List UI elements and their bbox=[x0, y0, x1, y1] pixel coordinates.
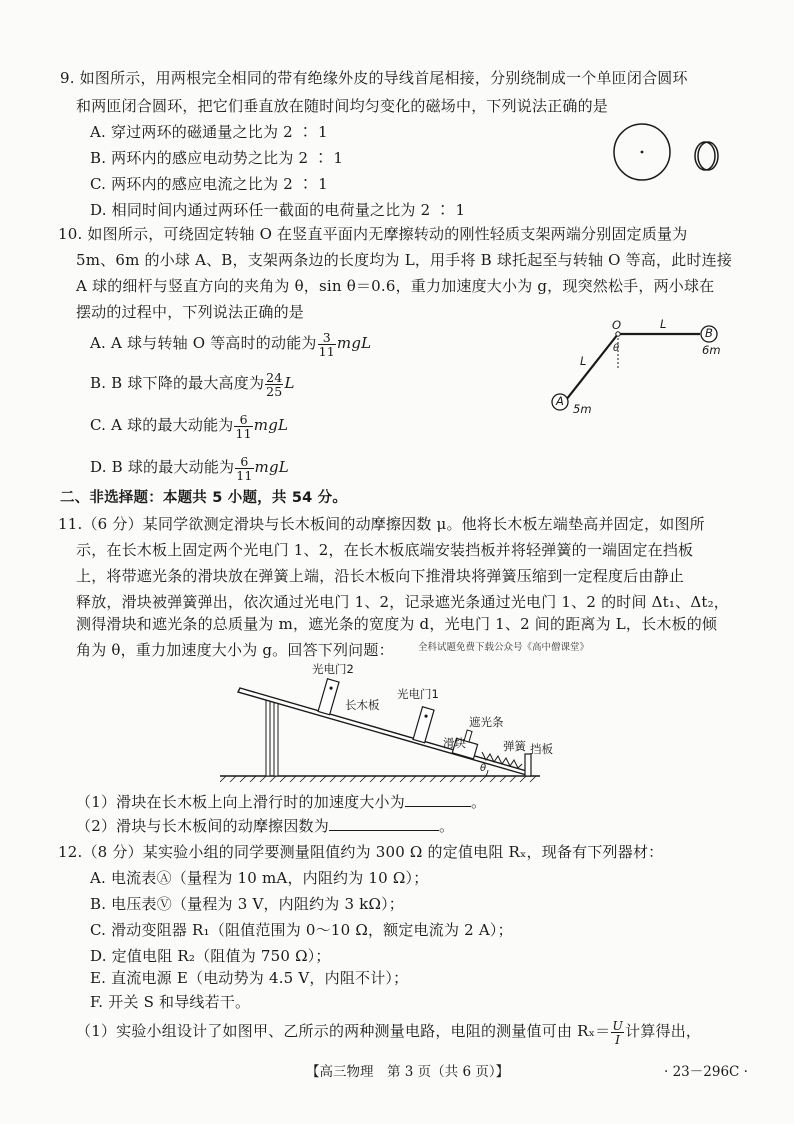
q12-item-f: F. 开关 S 和导线若干。 bbox=[90, 993, 251, 1011]
fraction: $\frac{3}{11}$ bbox=[318, 329, 335, 359]
q9-option-b: B. 两环内的感应电动势之比为 2 ∶ 1 bbox=[90, 149, 344, 167]
angle-arc bbox=[486, 770, 488, 776]
q12-item-b: B. 电压表Ⓥ（量程为 3 V，内阻约为 3 kΩ）； bbox=[90, 895, 404, 913]
fraction-u-over-i: $\frac{U}{I}$ bbox=[612, 1017, 624, 1047]
q12-item-c: C. 滑动变阻器 R₁（阻值范围为 0～10 Ω，额定电流为 2 A）； bbox=[90, 921, 513, 939]
long-board bbox=[238, 688, 530, 776]
q11-line6: 角为 θ，重力加速度大小为 g。回答下列问题： bbox=[76, 641, 394, 659]
q10-option-d: D. B 球的最大动能为 $\frac{6}{11}$ mgL bbox=[90, 453, 289, 483]
watermark-note: 全科试题免费下载公众号《高中僧课堂》 bbox=[418, 642, 590, 653]
q12-item-d: D. 定值电阻 R₂（阻值为 750 Ω）； bbox=[90, 947, 331, 965]
fraction: $\frac{6}{11}$ bbox=[235, 411, 252, 441]
label-stop: 挡板 bbox=[530, 742, 553, 756]
fraction: $\frac{6}{11}$ bbox=[236, 453, 253, 483]
label-theta: θ bbox=[613, 343, 620, 354]
q11-incline-figure bbox=[220, 660, 560, 786]
q11-part1: （1）滑块在长木板上向上滑行时的加速度大小为 。 bbox=[76, 793, 487, 811]
q11-line1: 11.（6 分）某同学欲测定滑块与长木板间的动摩擦因数 μ。他将长木板左端垫高并固定，如图所 bbox=[58, 515, 705, 533]
label-photogate-1: 光电门1 bbox=[397, 687, 439, 701]
pivot-o bbox=[616, 332, 620, 336]
section-heading: 二、非选择题：本题共 5 小题，共 54 分。 bbox=[60, 490, 348, 506]
q11-line4: 释放，滑块被弹簧弹出，依次通过光电门 1、2，记录遮光条通过光电门 1、2 的时间 Δt₁、Δt₂， bbox=[76, 593, 729, 611]
label-spring: 弹簧 bbox=[503, 739, 526, 753]
footer-page-info: 【高三物理 第 3 页（共 6 页）】 bbox=[306, 1064, 510, 1080]
fraction: $\frac{24}{25}$ bbox=[266, 369, 283, 399]
q11-part2: （2）滑块与长木板间的动摩擦因数为 。 bbox=[76, 817, 455, 835]
q9-rings-figure bbox=[600, 118, 740, 198]
label-strip: 遮光条 bbox=[469, 715, 504, 729]
q10-option-a: A. A 球与转轴 O 等高时的动能为 $\frac{3}{11}$ mgL bbox=[90, 329, 372, 359]
footer-code: · 23－296C · bbox=[664, 1064, 748, 1080]
q12-line1: 12.（8 分）某实验小组的同学要测量阻值约为 300 Ω 的定值电阻 Rₓ，现备有下列器材： bbox=[58, 843, 664, 861]
q10-stem-line2: 5m、6m 的小球 A、B，支架两条边的长度均为 L，用手将 B 球托起至与转轴 O 等高，此时连接 bbox=[76, 251, 733, 269]
label-photogate-2: 光电门2 bbox=[312, 662, 354, 676]
q9-option-d: D. 相同时间内通过两环任一截面的电荷量之比为 2 ∶ 1 bbox=[90, 201, 466, 219]
support-post-left bbox=[266, 700, 270, 776]
answer-blank-2[interactable] bbox=[329, 816, 439, 831]
rod-oa bbox=[566, 334, 618, 400]
label-mass-a: 5m bbox=[573, 402, 592, 416]
q10-option-c: C. A 球的最大动能为 $\frac{6}{11}$ mgL bbox=[90, 411, 289, 441]
q11-line3: 上，将带遮光条的滑块放在弹簧上端，沿长木板向下推滑块将弹簧压缩到一定程度后由静止 bbox=[76, 567, 685, 585]
q9-stem-line2: 和两匝闭合圆环，把它们垂直放在随时间均匀变化的磁场中，下列说法正确的是 bbox=[76, 97, 609, 115]
label-slider: 滑块 bbox=[443, 736, 466, 750]
support-post-right bbox=[274, 702, 278, 776]
label-o: O bbox=[612, 318, 622, 332]
q10-stem-line3: A 球的细杆与竖直方向的夹角为 θ，sin θ＝0.6，重力加速度大小为 g，现突然松手，两小球在 bbox=[76, 277, 715, 295]
label-ball-a: A bbox=[556, 394, 564, 408]
stop-plate bbox=[525, 754, 531, 776]
q9-stem-line1: 9. 如图所示，用两根完全相同的带有绝缘外皮的导线首尾相接，分别绕制成一个单匝闭合圆环 bbox=[60, 69, 688, 87]
label-incline-theta: θ bbox=[480, 763, 487, 774]
label-l-top: L bbox=[660, 317, 667, 331]
q9-option-c: C. 两环内的感应电流之比为 2 ∶ 1 bbox=[90, 175, 328, 193]
label-mass-b: 6m bbox=[702, 343, 721, 357]
photogate-2 bbox=[318, 679, 339, 715]
photogate-1 bbox=[413, 707, 434, 743]
q10-option-b: B. B 球下降的最大高度为 $\frac{24}{25}$ L bbox=[90, 369, 295, 399]
label-ball-b: B bbox=[705, 326, 713, 340]
q11-line2: 示，在长木板上固定两个光电门 1、2，在长木板底端安装挡板并将轻弹簧的一端固定在挡板 bbox=[76, 541, 694, 559]
q9-option-a: A. 穿过两环的磁通量之比为 2 ∶ 1 bbox=[90, 123, 328, 141]
q10-stem-line4: 摆动的过程中，下列说法正确的是 bbox=[76, 303, 305, 321]
answer-blank-1[interactable] bbox=[405, 792, 471, 807]
q11-line5: 测得滑块和遮光条的总质量为 m，遮光条的宽度为 d，光电门 1、2 间的距离为 L，长木板的倾 bbox=[76, 615, 718, 633]
label-long-board: 长木板 bbox=[345, 698, 380, 712]
q10-stem-line1: 10. 如图所示，可绕固定转轴 O 在竖直平面内无摩擦转动的刚性轻质支架两端分别固定质量为 bbox=[58, 225, 688, 243]
q12-item-a: A. 电流表Ⓐ（量程为 10 mA，内阻约为 10 Ω）； bbox=[90, 869, 429, 887]
q12-item-e: E. 直流电源 E（电动势为 4.5 V，内阻不计）； bbox=[90, 969, 409, 987]
label-l-side: L bbox=[580, 354, 587, 368]
q12-part1: （1）实验小组设计了如图甲、乙所示的两种测量电路，电阻的测量值可由 Rₓ＝ $\frac{U}{I}$ 计算得出， bbox=[76, 1017, 702, 1047]
